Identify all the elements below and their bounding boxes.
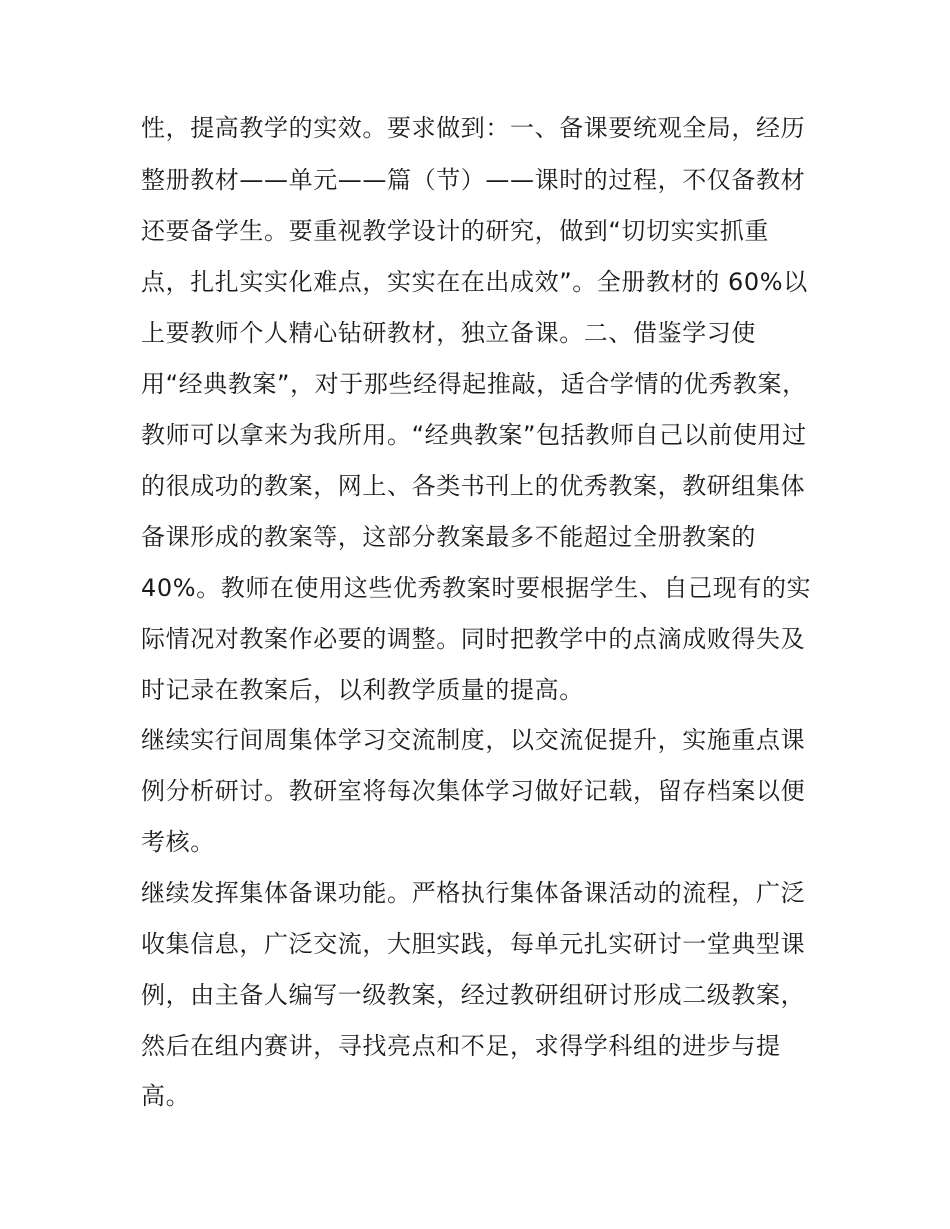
text-line: 40%。教师在使用这些优秀教案时要根据学生、自己现有的实 [141, 574, 812, 602]
text-line: 上要教师个人精心钻研教材，独立备课。二、借鉴学习使 [141, 319, 756, 347]
text-line: 继续实行间周集体学习交流制度，以交流促提升，实施重点课 [141, 726, 806, 754]
text-line: 用“经典教案”，对于那些经得起推敲，适合学情的优秀教案， [141, 370, 807, 398]
text-line: 整册教材——单元——篇（节）——课时的过程，不仅备教材 [141, 166, 806, 194]
text-line: 继续发挥集体备课功能。严格执行集体备课活动的流程，广泛 [141, 879, 806, 907]
text-line: 教师可以拿来为我所用。“经典教案”包括教师自己以前使用过 [141, 421, 807, 449]
text-line: 的很成功的教案，网上、各类书刊上的优秀教案，教研组集体 [141, 472, 806, 500]
text-line: 例，由主备人编写一级教案，经过教研组研讨形成二级教案， [141, 981, 806, 1009]
text-line: 考核。 [141, 828, 215, 856]
text-line: 例分析研讨。教研室将每次集体学习做好记载，留存档案以便 [141, 777, 806, 805]
text-line: 备课形成的教案等，这部分教案最多不能超过全册教案的 [141, 523, 756, 551]
text-line: 性，提高教学的实效。要求做到：一、备课要统观全局，经历 [141, 114, 806, 142]
text-line: 收集信息，广泛交流，大胆实践，每单元扎实研讨一堂典型课 [141, 930, 806, 958]
text-line: 时记录在教案后，以利教学质量的提高。 [141, 676, 584, 704]
text-line: 高。 [141, 1082, 191, 1110]
text-line: 然后在组内赛讲，寻找亮点和不足，求得学科组的进步与提 [141, 1032, 781, 1060]
text-line: 际情况对教案作必要的调整。同时把教学中的点滴成败得失及 [141, 625, 806, 653]
text-line: 点，扎扎实实化难点，实实在在出成效”。全册教材的 60%以 [141, 268, 808, 296]
text-line: 还要备学生。要重视教学设计的研究，做到“切切实实抓重 [141, 217, 770, 245]
